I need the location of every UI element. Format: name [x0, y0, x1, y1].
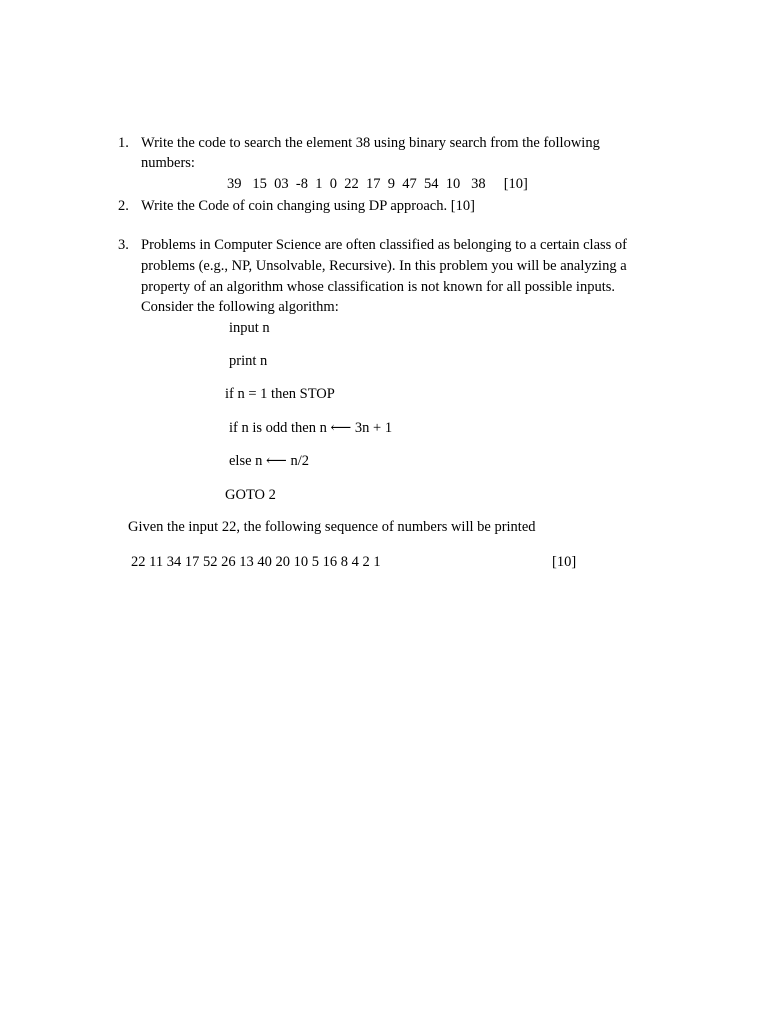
q3-sequence: 22 11 34 17 52 26 13 40 20 10 5 16 8 4 2 1 [131, 554, 381, 570]
q3-number: 3. [118, 237, 129, 253]
q2-text-line1: Write the Code of coin changing using DP approach. [10] [141, 198, 475, 214]
q1-text-line2: numbers: [141, 155, 195, 171]
algorithm-step-stop: if n = 1 then STOP [225, 386, 335, 402]
q3-marks: [10] [552, 554, 577, 570]
q1-text-line1: Write the code to search the element 38 using binary search from the following [141, 135, 600, 151]
q1-number-list: 39 15 03 -8 1 0 22 17 9 47 54 10 38 [10] [227, 176, 528, 192]
algorithm-step-else: else n ⟵ n/2 [229, 453, 309, 469]
q3-text-line3: property of an algorithm whose classification is not known for all possible inputs. [141, 279, 615, 295]
q3-text-line1: Problems in Computer Science are often classified as belonging to a certain class of [141, 237, 628, 253]
q3-given-text: Given the input 22, the following sequence of numbers will be printed [128, 519, 536, 535]
q3-text-line2: problems (e.g., NP, Unsolvable, Recursive). In this problem you will be analyzing a [141, 258, 627, 274]
algorithm-step-print: print n [229, 353, 268, 369]
algorithm-step-odd: if n is odd then n ⟵ 3n + 1 [229, 420, 393, 436]
algorithm-step-goto: GOTO 2 [225, 487, 276, 503]
q1-number: 1. [118, 135, 129, 151]
q3-text-line4: Consider the following algorithm: [141, 299, 339, 315]
algorithm-step-input: input n [229, 320, 270, 336]
q2-number: 2. [118, 198, 129, 214]
